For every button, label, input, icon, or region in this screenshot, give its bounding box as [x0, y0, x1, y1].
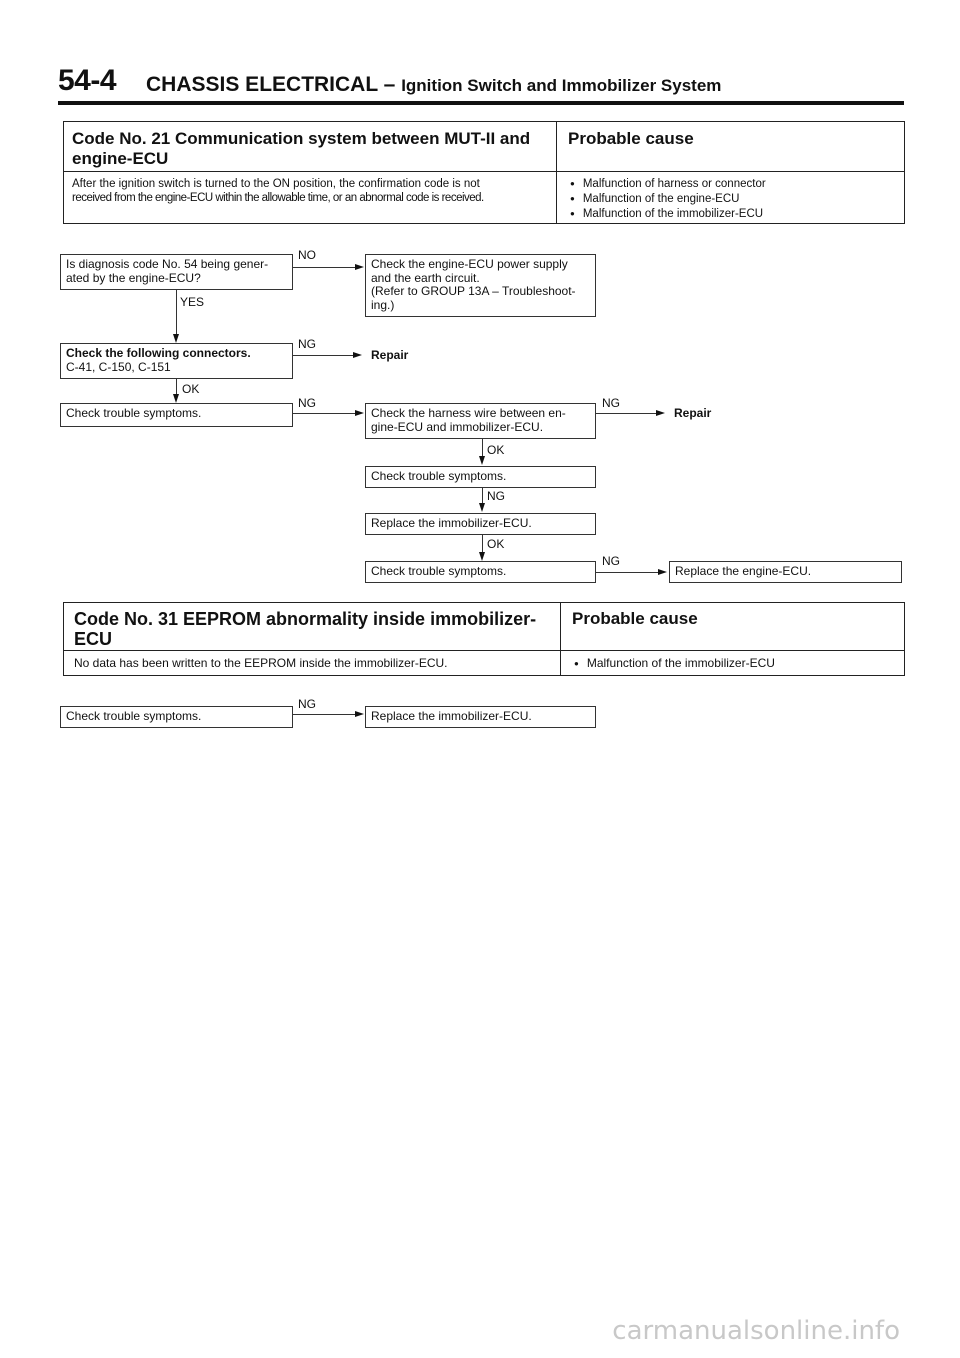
symptom-text: Check trouble symptoms. — [371, 564, 507, 578]
symptom-check-box — [365, 466, 596, 488]
symptom-check-box — [365, 561, 596, 583]
cause-item: ● Malfunction of the engine-ECU — [570, 192, 766, 207]
code21-title-line1: Code No. 21 Communication system between MUT-II and — [72, 129, 531, 148]
ng-connector — [293, 714, 355, 715]
ng-connector — [596, 572, 658, 573]
page-title — [146, 73, 721, 97]
ng-label: NG — [602, 554, 620, 568]
replace-immobilizer-box — [365, 513, 596, 535]
ok-connector — [482, 439, 483, 457]
code31-title-line2: ECU — [74, 629, 113, 649]
repair-action: Repair — [371, 348, 409, 362]
section-title: CHASSIS ELECTRICAL — [146, 73, 378, 96]
code21-desc-line1: After the ignition switch is turned to the ON position, the confirmation code is not — [72, 178, 480, 190]
table-divider — [560, 603, 561, 675]
replace-engine-text: Replace the engine-ECU. — [675, 564, 812, 578]
arrow-right-icon — [355, 711, 364, 717]
no-connector — [293, 267, 355, 268]
code31-description: No data has been written to the EEPROM inside the immobilizer-ECU. — [74, 656, 448, 670]
diagnosis-question-box — [60, 254, 293, 290]
yes-connector — [176, 290, 177, 334]
arrow-down-icon — [479, 456, 485, 465]
harness-line2: gine-ECU and immobilizer-ECU. — [371, 419, 544, 434]
question-line1: Is diagnosis code No. 54 being gener- — [66, 257, 269, 271]
title-separator: – — [383, 73, 396, 96]
symptom-check-box — [60, 706, 293, 728]
arrow-right-icon — [658, 569, 667, 575]
arrow-right-icon — [353, 352, 362, 358]
symptom-text: Check trouble symptoms. — [371, 469, 507, 483]
harness-line1: Check the harness wire between en- — [371, 406, 566, 420]
ok-connector — [176, 379, 177, 395]
table-divider — [556, 122, 557, 223]
code21-table — [63, 121, 905, 224]
harness-check-box — [365, 403, 596, 439]
power-line1: Check the engine-ECU power supply — [371, 257, 568, 271]
code31-title — [74, 609, 536, 649]
ok-connector — [482, 535, 483, 553]
replace-immobilizer-box — [365, 706, 596, 728]
power-line4: ing.) — [371, 297, 395, 312]
power-line2: and the earth circuit. — [371, 270, 480, 285]
code31-title-line1: Code No. 31 EEPROM abnormality inside immobilizer- — [74, 609, 537, 629]
arrow-down-icon — [173, 394, 179, 403]
symptom-text: Check trouble symptoms. — [66, 709, 202, 723]
ng-connector — [293, 355, 353, 356]
ng-label: NG — [487, 489, 505, 503]
replace-immo-text: Replace the immobilizer-ECU. — [371, 709, 532, 723]
ng-connector — [293, 413, 355, 414]
yes-label: YES — [180, 295, 205, 309]
code21-cause-list — [570, 177, 766, 222]
header-rule — [58, 101, 904, 105]
code21-desc-line2: received from the engine-ECU within the allowable time, or an abnormal code is received. — [72, 192, 484, 204]
cause-item: ● Malfunction of harness or connector — [570, 177, 766, 192]
code21-title — [72, 129, 530, 169]
power-supply-check-box — [365, 254, 596, 317]
replace-engine-box — [669, 561, 902, 583]
no-label: NO — [298, 248, 316, 262]
arrow-right-icon — [355, 264, 364, 270]
arrow-right-icon — [355, 410, 364, 416]
code31-cause-list — [574, 656, 775, 672]
ng-label: NG — [298, 697, 316, 711]
arrow-right-icon — [656, 410, 665, 416]
arrow-down-icon — [479, 503, 485, 512]
symptom-text: Check trouble symptoms. — [66, 406, 202, 420]
code21-title-line2: engine-ECU — [72, 149, 169, 168]
table-divider — [64, 650, 904, 651]
power-line3: (Refer to GROUP 13A – Troubleshoot- — [371, 284, 576, 298]
symptom-check-box — [60, 403, 293, 427]
ng-label: NG — [298, 337, 316, 351]
ng-label: NG — [602, 396, 620, 410]
ok-label: OK — [182, 382, 200, 396]
replace-immo-text: Replace the immobilizer-ECU. — [371, 516, 532, 530]
watermark: carmanualsonline.info — [612, 1316, 900, 1346]
code31-table — [63, 602, 905, 676]
connector-line1: Check the following connectors. — [66, 346, 251, 360]
subsection-title: Ignition Switch and Immobilizer System — [401, 76, 722, 95]
connector-check-box — [60, 343, 293, 379]
cause-item: ● Malfunction of the immobilizer-ECU — [574, 656, 775, 672]
ng-connector — [482, 488, 483, 504]
connector-line2: C-41, C-150, C-151 — [66, 359, 171, 374]
page-number: 54-4 — [58, 64, 117, 97]
ng-label: NG — [298, 396, 316, 410]
table-divider — [64, 171, 904, 172]
arrow-down-icon — [479, 552, 485, 561]
repair-action: Repair — [674, 406, 712, 420]
code21-cause-header: Probable cause — [568, 129, 694, 148]
code31-cause-header: Probable cause — [572, 609, 698, 628]
question-line2: ated by the engine-ECU? — [66, 270, 201, 285]
arrow-down-icon — [173, 334, 179, 343]
ng-connector — [596, 413, 656, 414]
cause-item: ● Malfunction of the immobilizer-ECU — [570, 207, 766, 222]
ok-label: OK — [487, 537, 505, 551]
ok-label: OK — [487, 443, 505, 457]
code21-description — [72, 177, 552, 205]
